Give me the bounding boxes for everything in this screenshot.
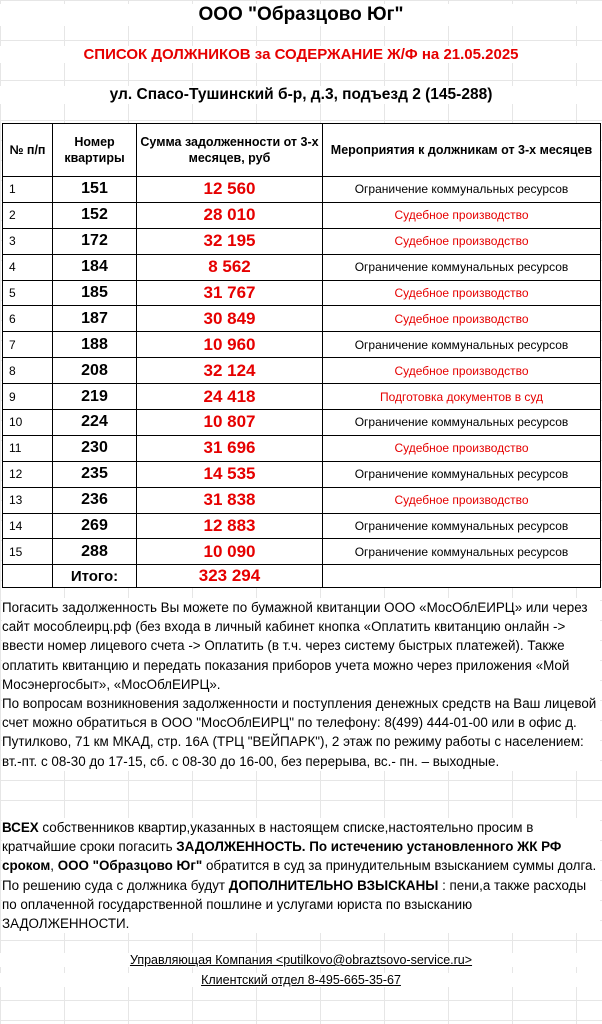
debt-measure: Судебное производство (323, 435, 601, 461)
table-row (3, 487, 601, 513)
debt-amount: 8 562 (137, 254, 323, 280)
debt-amount: 24 418 (137, 384, 323, 410)
table-row (3, 280, 601, 306)
debt-measure: Судебное производство (323, 306, 601, 332)
apartment-number: 219 (53, 384, 137, 410)
row-number: 14 (3, 513, 53, 539)
payment-info-p1: Погасить задолженность Вы можете по бумажной квитанции ООО «МосОблЕИРЦ» или через сайт мособлеирц.рф (без входа в личный кабинет кнопка «Оплатить квитанцию онлайн -> ввести номер лицевого счета -> Оплатить (в т.ч. через систему быстрых платежей). Также оплатить квитанцию и передать показания приборов учета можно через приложения «Мой Мосэнергосбыт», «МосОблЕИРЦ». (2, 600, 588, 692)
debt-amount: 30 849 (137, 306, 323, 332)
debt-measure: Судебное производство (323, 228, 601, 254)
table-row (3, 228, 601, 254)
table-row (3, 177, 601, 203)
debt-notice (2, 818, 600, 933)
debt-measure: Судебное производство (323, 202, 601, 228)
payment-info-p2: По вопросам возникновения задолженности и поступления денежных средств на Ваш лицевой счет можно обратиться в ООО "МосОблЕИРЦ" по телефону: 8(499) 444-01-00 или в офис д. Путилково, 71 км МКАД, стр. 16А (ТРЦ "ВЕЙПАРК"), 2 этаж по режиму работы с населением: вт.-пт. с 08-30 до 17-15, сб. с 08-30 до 16-00, без перерыва, вс.- пн. – выходные. (2, 696, 597, 769)
row-number: 9 (3, 384, 53, 410)
debt-measure: Подготовка документов в суд (323, 384, 601, 410)
total-value: 323 294 (137, 565, 323, 588)
table-header-row (3, 124, 601, 177)
debt-amount: 12 883 (137, 513, 323, 539)
apartment-number: 184 (53, 254, 137, 280)
total-empty-cell-2 (323, 565, 601, 588)
apartment-number: 185 (53, 280, 137, 306)
debt-amount: 31 696 (137, 435, 323, 461)
table-row (3, 254, 601, 280)
notice-b3: ООО "Образцово Юг" (57, 858, 203, 874)
row-number: 5 (3, 280, 53, 306)
col-header-debt-sum: Сумма задолженности от 3-х месяцев, руб (137, 124, 323, 177)
debt-amount: 10 090 (137, 539, 323, 565)
debt-measure: Ограничение коммунальных ресурсов (323, 332, 601, 358)
notice-t4: : пени,а также расходы по оплаченной государственной пошлине и услугами юриста по взысканию ЗАДОЛЖЕННОСТИ. (2, 877, 587, 932)
notice-t3: обратится в суд за принудительным взысканием суммы долга. По решению суда с должника будут (2, 858, 597, 893)
debt-measure: Ограничение коммунальных ресурсов (323, 254, 601, 280)
debt-amount: 31 767 (137, 280, 323, 306)
table-row (3, 461, 601, 487)
payment-info (2, 598, 600, 771)
apartment-number: 172 (53, 228, 137, 254)
row-number: 15 (3, 539, 53, 565)
list-title: СПИСОК ДОЛЖНИКОВ за СОДЕРЖАНИЕ Ж/Ф на 21.05.2025 (0, 46, 602, 63)
table-row (3, 358, 601, 384)
apartment-number: 151 (53, 177, 137, 203)
debt-measure: Ограничение коммунальных ресурсов (323, 513, 601, 539)
row-number: 3 (3, 228, 53, 254)
apartment-number: 187 (53, 306, 137, 332)
apartment-number: 152 (53, 202, 137, 228)
debt-measure: Ограничение коммунальных ресурсов (323, 461, 601, 487)
address-line: ул. Спасо-Тушинский б-р, д.3, подъезд 2 (145-288) (0, 86, 602, 104)
row-number: 12 (3, 461, 53, 487)
table-row (3, 539, 601, 565)
apartment-number: 224 (53, 410, 137, 436)
row-number: 8 (3, 358, 53, 384)
row-number: 1 (3, 177, 53, 203)
debt-amount: 28 010 (137, 202, 323, 228)
col-header-measures: Мероприятия к должникам от 3-х месяцев (323, 124, 601, 177)
debt-amount: 32 124 (137, 358, 323, 384)
row-number: 4 (3, 254, 53, 280)
debt-measure: Ограничение коммунальных ресурсов (323, 539, 601, 565)
debt-measure: Ограничение коммунальных ресурсов (323, 177, 601, 203)
apartment-number: 208 (53, 358, 137, 384)
footer-company-email[interactable]: Управляющая Компания <putilkovo@obraztsovo-service.ru> (0, 953, 602, 967)
row-number: 2 (3, 202, 53, 228)
debt-amount: 12 560 (137, 177, 323, 203)
row-number: 6 (3, 306, 53, 332)
debt-measure: Судебное производство (323, 487, 601, 513)
table-row (3, 410, 601, 436)
table-row (3, 332, 601, 358)
col-header-number: № п/п (3, 124, 53, 177)
table-row (3, 513, 601, 539)
footer-client-phone[interactable]: Клиентский отдел 8-495-665-35-67 (0, 973, 602, 987)
debt-amount: 31 838 (137, 487, 323, 513)
total-label: Итого: (53, 565, 137, 588)
notice-t2: , (50, 858, 58, 874)
debt-measure: Судебное производство (323, 280, 601, 306)
debt-amount: 14 535 (137, 461, 323, 487)
debt-measure: Ограничение коммунальных ресурсов (323, 410, 601, 436)
company-name: ООО "Образцово Юг" (0, 4, 602, 26)
notice-b4: ДОПОЛНИТЕЛЬНО ВЗЫСКАНЫ (228, 877, 439, 893)
apartment-number: 230 (53, 435, 137, 461)
notice-b2: ЗАДОЛЖЕННОСТЬ. По истечению установленного ЖК РФ сроком (2, 839, 562, 874)
col-header-apartment: Номер квартиры (53, 124, 137, 177)
apartment-number: 188 (53, 332, 137, 358)
apartment-number: 269 (53, 513, 137, 539)
debt-amount: 32 195 (137, 228, 323, 254)
table-row (3, 384, 601, 410)
notice-b1: ВСЕХ (2, 820, 39, 835)
debt-measure: Судебное производство (323, 358, 601, 384)
notice-t1: собственников квартир,указанных в настоящем списке,настоятельно просим в кратчайшие сроки погасить (2, 820, 534, 855)
debt-amount: 10 807 (137, 410, 323, 436)
table-row (3, 202, 601, 228)
apartment-number: 236 (53, 487, 137, 513)
row-number: 13 (3, 487, 53, 513)
total-empty-cell (3, 565, 53, 588)
debt-amount: 10 960 (137, 332, 323, 358)
table-row (3, 435, 601, 461)
table-row (3, 306, 601, 332)
row-number: 7 (3, 332, 53, 358)
row-number: 11 (3, 435, 53, 461)
row-number: 10 (3, 410, 53, 436)
apartment-number: 235 (53, 461, 137, 487)
debtors-table (2, 123, 601, 588)
total-row (3, 565, 601, 588)
apartment-number: 288 (53, 539, 137, 565)
